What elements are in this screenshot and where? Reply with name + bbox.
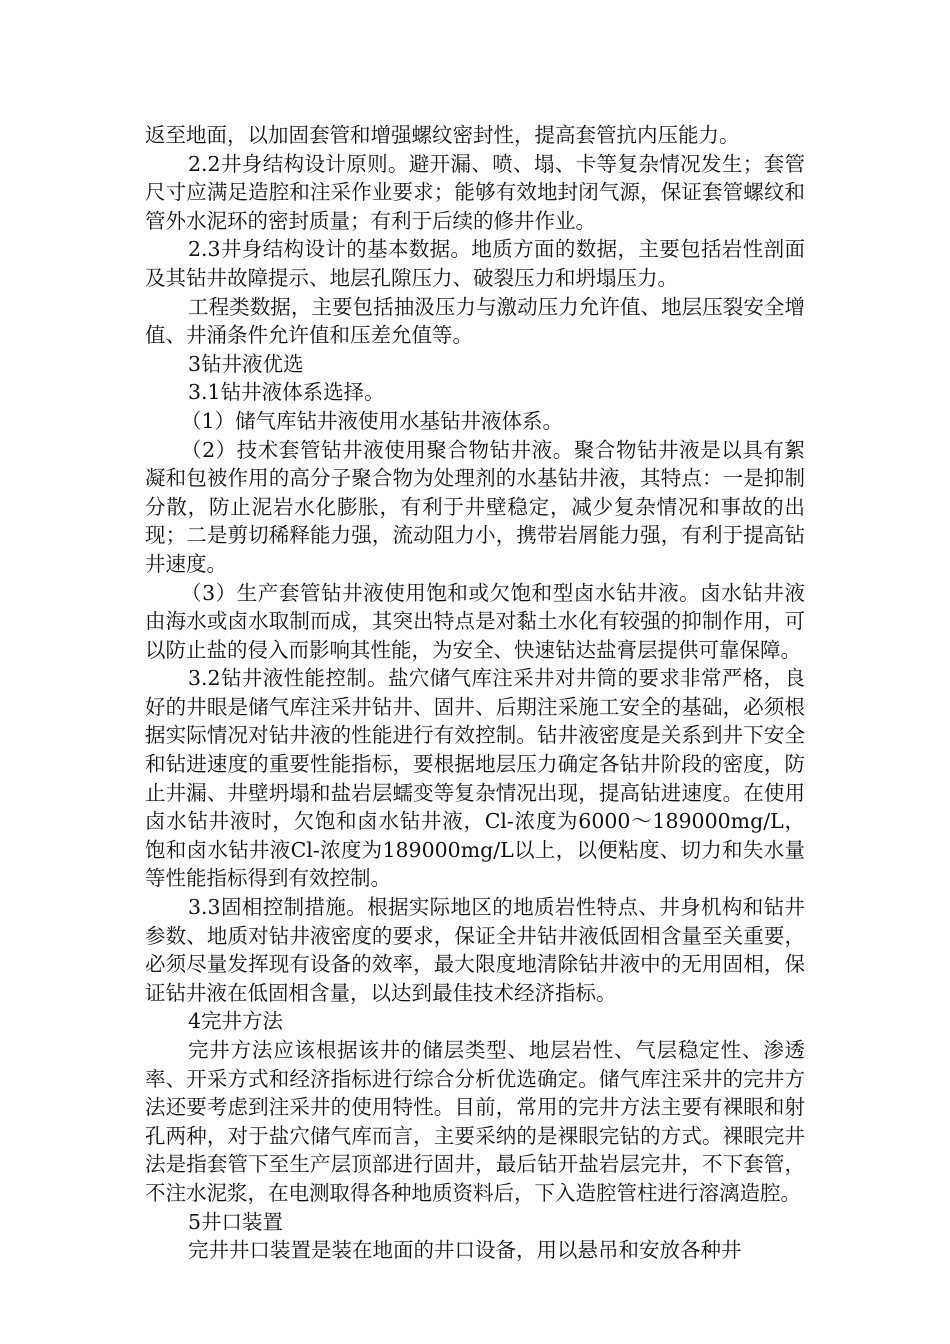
subsection-heading-3-1: 3.1钻井液体系选择。 — [188, 380, 385, 405]
list-item-3: （3）生产套管钻井液使用饱和或欠饱和型卤水钻井液。卤水钻井液由海水或卤水取制而成，其突出特点是对黏土水化有较强的抑制作用，可以防止盐的侵入而影响其性能，为安全、快速钻达盐膏层提供可靠保障。 — [145, 580, 805, 662]
paragraph-continuation: 返至地面，以加固套管和增强螺纹密封性，提高套管抗内压能力。 — [145, 123, 740, 147]
paragraph-engineering-data: 工程类数据，主要包括抽汲压力与激动压力允许值、地层压裂安全增值、井涌条件允许值和压差允值等。 — [145, 294, 805, 348]
document-body — [145, 121, 805, 1265]
section-heading-3: 3钻井液优选 — [188, 351, 304, 376]
paragraph-2-3: 2.3井身结构设计的基本数据。地质方面的数据，主要包括岩性剖面及其钻井故障提示、地层孔隙压力、破裂压力和坍塌压力。 — [145, 237, 805, 290]
paragraph-wellhead: 完井井口装置是装在地面的井口设备，用以悬吊和安放各种井 — [188, 1238, 742, 1263]
list-item-2: （2）技术套管钻井液使用聚合物钻井液。聚合物钻井液是以具有絮凝和包被作用的高分子聚合物为处理剂的水基钻井液，其特点：一是抑制分散，防止泥岩水化膨胀，有利于井壁稳定，减少复杂情况和事故的出现；二是剪切稀释能力强，流动阻力小，携带岩屑能力强，有利于提高钻井速度。 — [145, 437, 805, 576]
paragraph-3-3: 3.3固相控制措施。根据实际地区的地质岩性特点、井身机构和钻井参数、地质对钻井液密度的要求，保证全井钻井液低固相含量至关重要，必须尽量发挥现有设备的效率，最大限度地清除钻井液中的无用固相，保证钻井液在低固相含量，以达到最佳技术经济指标。 — [145, 895, 805, 1005]
paragraph-3-2: 3.2钻井液性能控制。盐穴储气库注采井对井筒的要求非常严格，良好的井眼是储气库注采井钻井、固井、后期注采施工安全的基础，必须根据实际情况对钻井液的性能进行有效控制。钻井液密度是关系到井下安全和钻进速度的重要性能指标，要根据地层压力确定各钻井阶段的密度，防止井漏、井壁坍塌和盐岩层蠕变等复杂情况出现，提高钻进速度。在使用卤水钻井液时，欠饱和卤水钻井液，Cl-浓度为6000～189000mg/L，饱和卤水钻井液Cl-浓度为189000mg/L以上，以便粘度、切力和失水量等性能指标得到有效控制。 — [145, 666, 805, 891]
paragraph-completion-method: 完井方法应该根据该井的储层类型、地层岩性、气层稳定性、渗透率、开采方式和经济指标进行综合分析优选确定。储气库注采井的完井方法还要考虑到注采井的使用特性。目前，常用的完井方法主要有裸眼和射孔两种，对于盐穴储气库而言，主要采纳的是裸眼完钻的方式。裸眼完井法是指套管下至生产层顶部进行固井，最后钻开盐岩层完井，不下套管，不注水泥浆，在电测取得各种地质资料后，下入造腔管柱进行溶漓造腔。 — [145, 1038, 805, 1205]
section-heading-4: 4完井方法 — [188, 1009, 284, 1034]
list-item-1: （1）储气库钻井液使用水基钻井液体系。 — [181, 408, 564, 433]
section-heading-5: 5井口装置 — [188, 1209, 284, 1234]
paragraph-2-2: 2.2井身结构设计原则。避开漏、喷、塌、卡等复杂情况发生；套管尺寸应满足造腔和注采作业要求；能够有效地封闭气源，保证套管螺纹和管外水泥环的密封质量；有利于后续的修井作业。 — [145, 151, 805, 233]
